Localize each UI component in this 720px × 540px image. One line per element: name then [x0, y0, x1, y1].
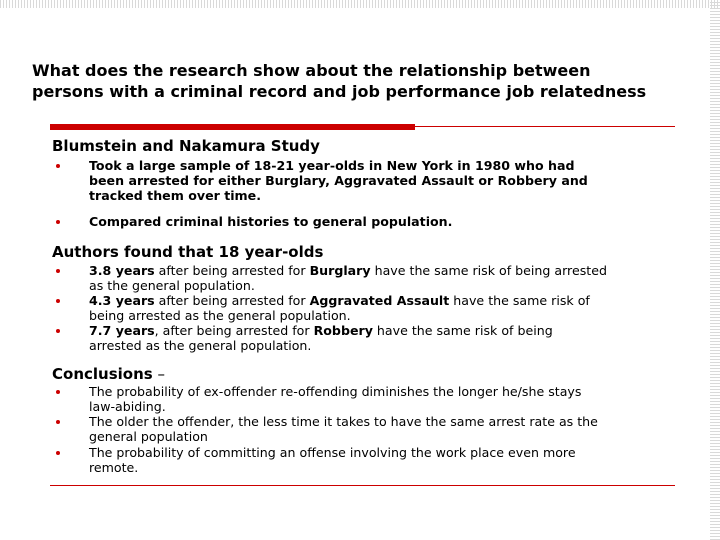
text-fragment: , after being arrested for	[154, 323, 314, 338]
bullet-icon	[56, 390, 60, 394]
slide-title: What does the research show about the relationship between persons with a criminal record and job performance job relatedness	[32, 61, 647, 101]
list-item-text: Took a large sample of 18-21 year-olds in New York in 1980 who had been arrested for either Burglary, Aggravated Assault or Robbery and tracked them over time.	[89, 158, 588, 203]
title-accent-bar	[50, 124, 415, 130]
text-fragment: have the same risk of being arrested as the general population.	[89, 323, 553, 353]
decorative-top-border	[0, 0, 720, 8]
crime-type: Aggravated Assault	[309, 293, 450, 308]
years-value: 3.8 years	[89, 263, 155, 278]
text-fragment: after being arrested for	[154, 293, 310, 308]
bullet-icon	[56, 220, 60, 224]
bullet-icon	[56, 329, 60, 333]
bullet-icon	[56, 269, 60, 273]
conclusions-label: Conclusions	[52, 365, 153, 383]
list-item-text	[89, 293, 689, 323]
bullet-icon	[56, 420, 60, 424]
bullet-icon	[56, 164, 60, 168]
list-item-text: The probability of ex-offender re-offending diminishes the longer he/she stays law-abiding.	[89, 384, 582, 414]
section-heading-conclusions	[52, 365, 165, 383]
list-item-text	[89, 323, 689, 353]
list-item-text: Compared criminal histories to general population.	[89, 214, 453, 229]
text-fragment: have the same risk of being arrested as the general population.	[89, 263, 607, 293]
conclusions-dash: –	[152, 365, 165, 383]
crime-type: Burglary	[309, 263, 371, 278]
bullet-icon	[56, 299, 60, 303]
title-accent-line	[415, 126, 675, 127]
crime-type: Robbery	[313, 323, 373, 338]
section-heading-findings: Authors found that 18 year-olds	[52, 243, 324, 261]
text-fragment: after being arrested for	[154, 263, 310, 278]
bullet-icon	[56, 451, 60, 455]
text-fragment: have the same risk of being arrested as the general population.	[89, 293, 590, 323]
list-item-text: The older the offender, the less time it takes to have the same arrest rate as the general population	[89, 414, 598, 444]
years-value: 7.7 years	[89, 323, 155, 338]
list-item-text: The probability of committing an offense involving the work place even more remote.	[89, 445, 576, 475]
list-item-text	[89, 263, 689, 293]
years-value: 4.3 years	[89, 293, 155, 308]
section-heading-study: Blumstein and Nakamura Study	[52, 137, 320, 155]
bottom-accent-line	[50, 485, 675, 486]
